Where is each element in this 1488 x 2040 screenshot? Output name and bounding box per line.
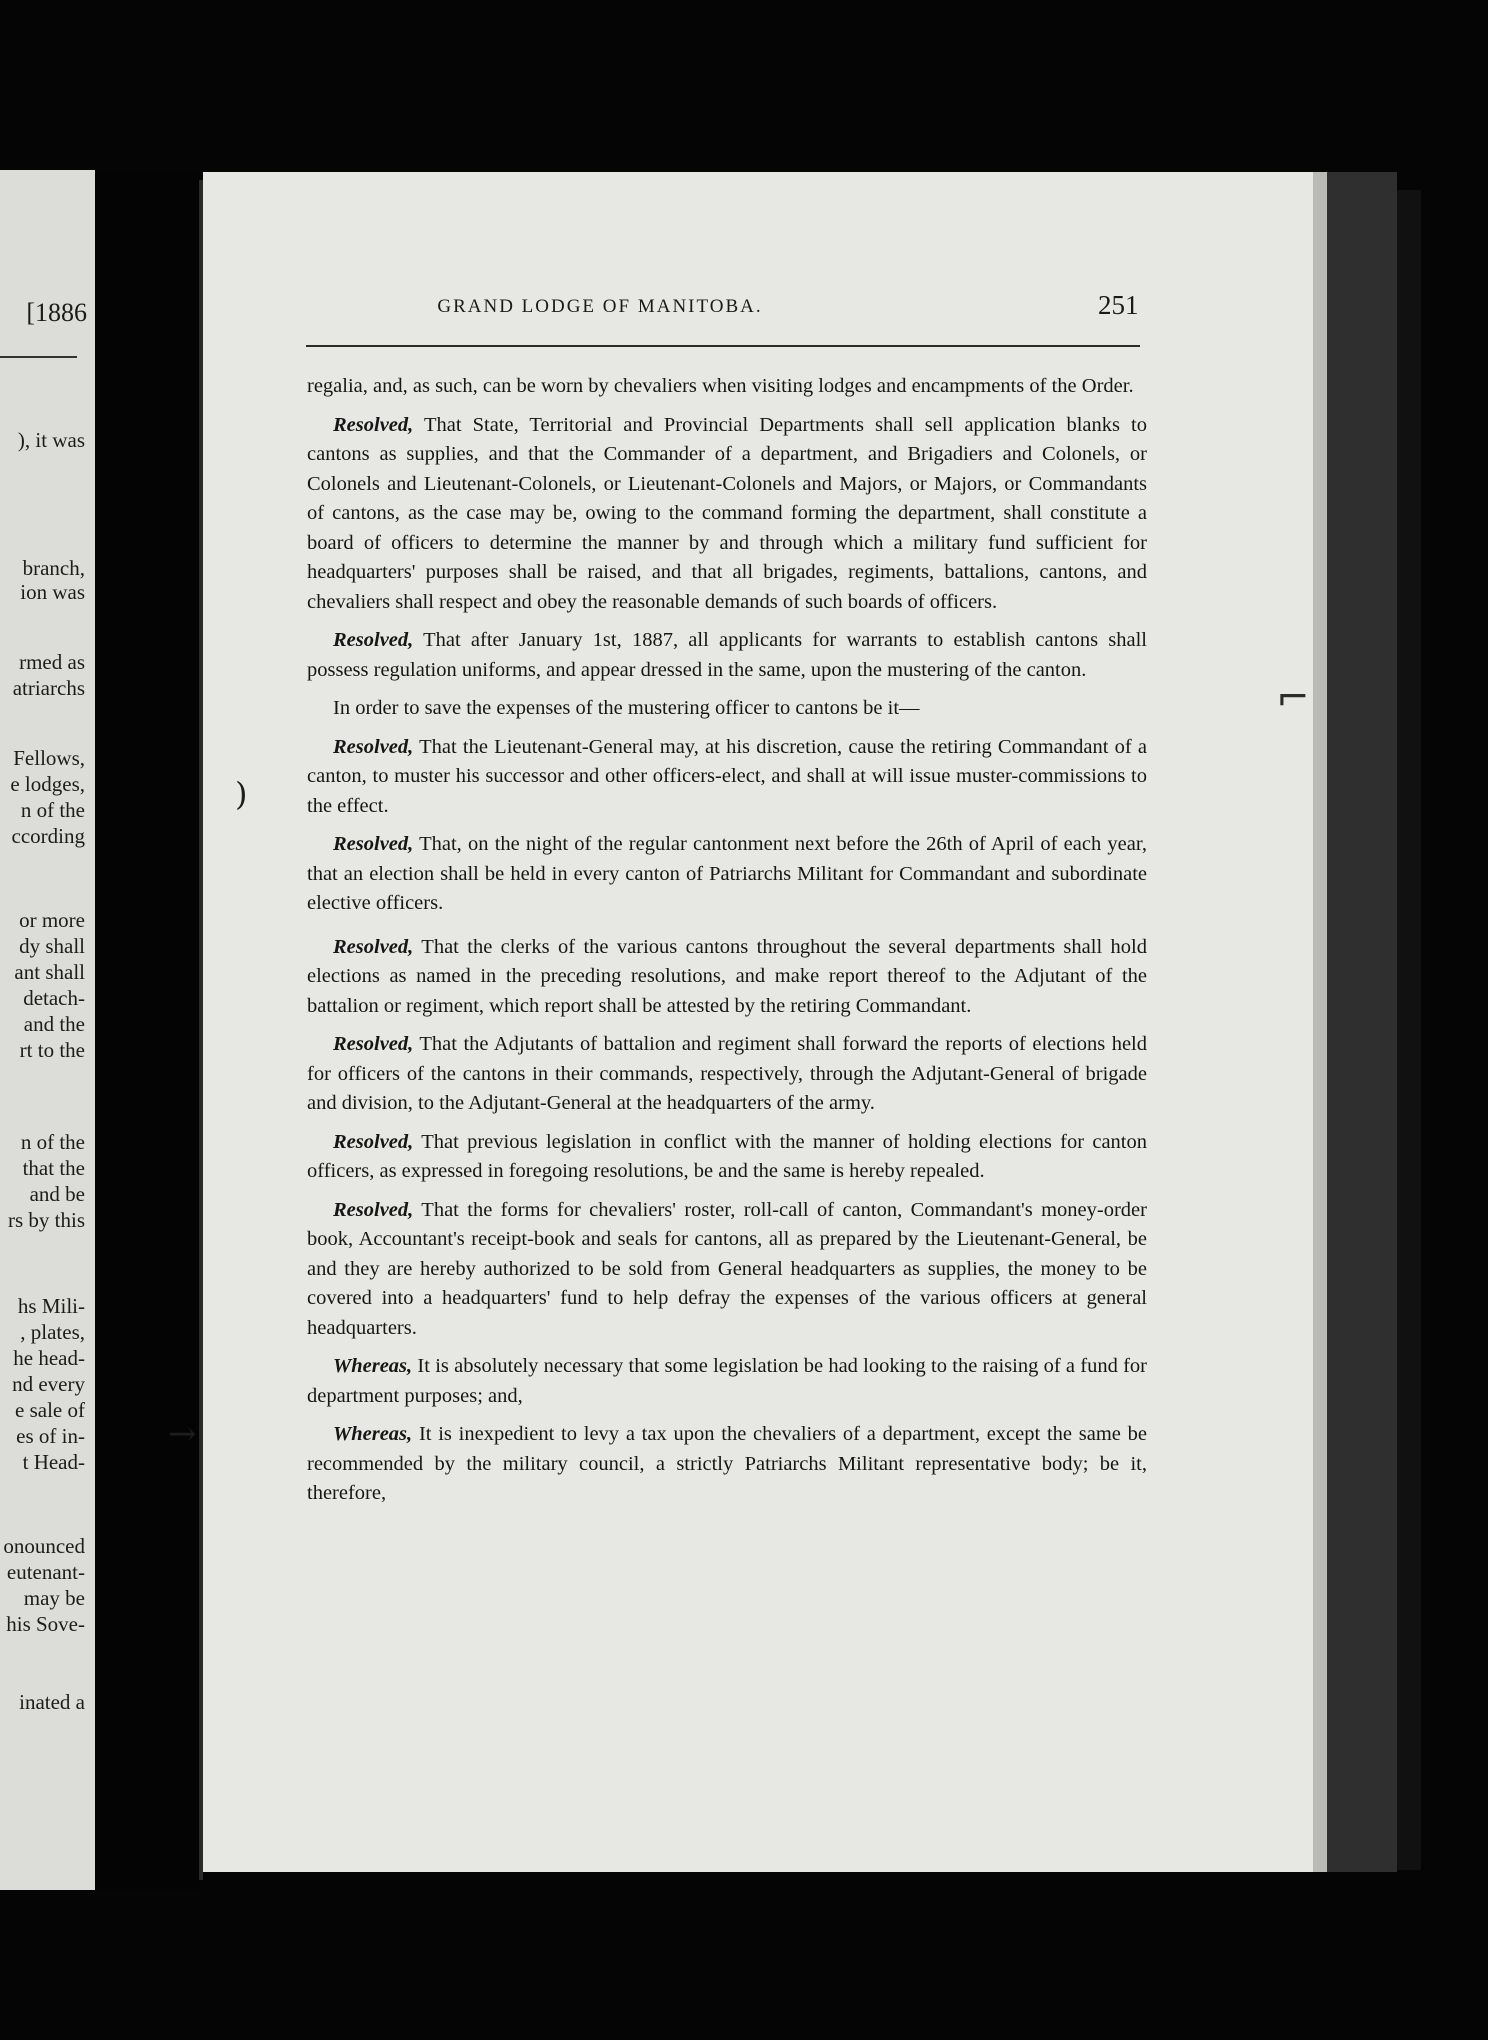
- paragraph: [307, 933, 1147, 1022]
- running-head: GRAND LODGE OF MANITOBA.: [437, 296, 763, 317]
- facing-page-fragment: [0, 170, 95, 1890]
- facing-page-line: ccording: [11, 824, 85, 848]
- facing-page-line: his Sove-: [6, 1612, 85, 1636]
- paragraph-lead: Resolved,: [333, 833, 414, 855]
- paragraph-text: That previous legislation in conflict with the manner of holding elections for canton officers, as expressed in foregoing resolutions, be and the same is hereby repealed.: [307, 1130, 1147, 1182]
- facing-page-line: n of the: [20, 798, 85, 822]
- paragraph-text: It is absolutely necessary that some legislation be had looking to the raising of a fund for department purposes; and,: [307, 1355, 1147, 1407]
- book-cover-shadow: [1397, 190, 1421, 1870]
- paragraph: [307, 411, 1147, 618]
- book-cover-edge: [1327, 172, 1397, 1872]
- paragraph-lead: Whereas,: [333, 1355, 413, 1377]
- facing-page-line: rs by this: [7, 1208, 85, 1232]
- facing-page-line: n of the: [20, 1130, 85, 1154]
- facing-page-line: that the: [22, 1156, 85, 1180]
- paragraph: [307, 830, 1147, 919]
- facing-page-line: he head-: [13, 1346, 85, 1370]
- paragraph-lead: Resolved,: [333, 1130, 414, 1153]
- facing-page-line: ion was: [20, 580, 85, 604]
- facing-page-line: rt to the: [19, 1038, 85, 1062]
- facing-page-line: , plates,: [20, 1320, 85, 1344]
- paragraph: [307, 372, 1147, 402]
- facing-page-line: onounced: [3, 1534, 85, 1558]
- facing-page-line: e lodges,: [10, 772, 85, 796]
- pencil-arrow-mark: →: [168, 1414, 197, 1454]
- paragraph-text: That State, Territorial and Provincial Departments shall sell application blanks to cantons as supplies, and that the Commander of a department, and Brigadiers and Colonels, or Colonels and Lieutenant-Colonels, or Lieutenant-Colonels and Majors, or Majors, or Commandants of cantons, as the case may be, owing to the command forming the department, shall constitute a board of officers to determine the manner by and through which a military fund sufficient for headquarters' purposes shall be raised, and that all brigades, regiments, battalions, cantons, and chevaliers shall respect and obey the reasonable demands of such boards of officers.: [307, 413, 1147, 613]
- paragraph-text: That after January 1st, 1887, all applicants for warrants to establish cantons shall possess regulation uniforms, and appear dressed in the same, upon the mustering of the canton.: [307, 629, 1147, 681]
- facing-page-line: eutenant-: [6, 1560, 85, 1584]
- facing-page-line: dy shall: [19, 934, 85, 958]
- paragraph: [307, 1196, 1147, 1344]
- paragraph: [307, 1352, 1147, 1411]
- facing-page-line: es of in-: [16, 1424, 85, 1448]
- paragraph: [307, 733, 1147, 822]
- paragraph-lead: Resolved,: [333, 413, 414, 436]
- paragraph: [307, 694, 1147, 724]
- facing-page-header: [1886: [26, 298, 87, 327]
- paragraph-text: That the Lieutenant-General may, at his discretion, cause the retiring Commandant of a canton, to muster his successor and other officers-elect, and shall at will issue muster-commissions to the effect.: [307, 735, 1147, 817]
- facing-page-line: or more: [19, 908, 85, 932]
- page-stack-edge: [1313, 172, 1327, 1872]
- facing-page-line: detach-: [23, 986, 85, 1010]
- paragraph-lead: Resolved,: [333, 935, 414, 958]
- paragraph-text: That, on the night of the regular cantonment next before the 26th of April of each year, that an election shall be held in every canton of Patriarchs Militant for Commandant and subordinate elective officers.: [307, 833, 1147, 914]
- facing-page-line: Fellows,: [13, 746, 85, 770]
- paragraph-lead: Resolved,: [333, 1198, 414, 1221]
- facing-page-line: hs Mili-: [17, 1294, 85, 1318]
- pencil-mark: ⌐: [1276, 675, 1310, 721]
- paragraph-text: It is inexpedient to levy a tax upon the chevaliers of a department, except the same be recommended by the military council, a strictly Patriarchs Militant representative body; be it, therefore,: [307, 1423, 1147, 1504]
- facing-page-line: ant shall: [14, 960, 85, 984]
- paragraph: [307, 626, 1147, 685]
- paragraph: [307, 1128, 1147, 1187]
- paragraph-text: That the Adjutants of battalion and regiment shall forward the reports of elections held for officers of the cantons in their commands, respectively, through the Adjutant-General of brigade and division, to the Adjutant-General at the headquarters of the army.: [307, 1033, 1147, 1114]
- paragraph-lead: Resolved,: [333, 735, 414, 758]
- facing-page-line: inated a: [19, 1690, 85, 1714]
- paragraph-lead: Resolved,: [333, 1033, 414, 1055]
- facing-page-line: nd every: [12, 1372, 85, 1396]
- paragraph-lead: Resolved,: [333, 629, 414, 651]
- paragraph-text: That the forms for chevaliers' roster, roll-call of canton, Commandant's money-order book, Accountant's receipt-book and seals for cantons, all as prepared by the Lieutenant-General, be and they are hereby authorized to be sold from General headquarters as supplies, the money to be covered into a headquarters' fund to help defray the expenses of the various officers at general headquarters.: [307, 1198, 1147, 1339]
- paragraph: [307, 1030, 1147, 1119]
- facing-page-line: branch,: [22, 556, 85, 580]
- header-rule: [306, 345, 1140, 347]
- facing-page-line: and be: [29, 1182, 85, 1206]
- facing-page-line: may be: [23, 1586, 85, 1610]
- paragraph-text: That the clerks of the various cantons throughout the several departments shall hold elections as named in the preceding resolutions, and make report thereof to the Adjutant of the battalion or regiment, which report shall be attested by the retiring Commandant.: [307, 935, 1147, 1017]
- facing-page-line: e sale of: [15, 1398, 85, 1422]
- facing-page-line: rmed as: [19, 650, 85, 674]
- paragraph-text: regalia, and, as such, can be worn by chevaliers when visiting lodges and encampments of the Order.: [307, 375, 1134, 397]
- pencil-mark: ): [235, 775, 248, 813]
- page-number: 251: [1098, 290, 1139, 320]
- paragraph-lead: Whereas,: [333, 1423, 413, 1445]
- facing-page-line: ), it was: [17, 428, 85, 452]
- book-gutter: [95, 170, 200, 1890]
- facing-page-line: and the: [23, 1012, 85, 1036]
- facing-page-line: atriarchs: [12, 676, 85, 700]
- facing-page-rule: [0, 356, 77, 358]
- facing-page-line: t Head-: [22, 1450, 85, 1474]
- body-text: [307, 372, 1147, 1518]
- paragraph: [307, 1420, 1147, 1509]
- paragraph-text: In order to save the expenses of the mustering officer to cantons be it—: [333, 697, 920, 719]
